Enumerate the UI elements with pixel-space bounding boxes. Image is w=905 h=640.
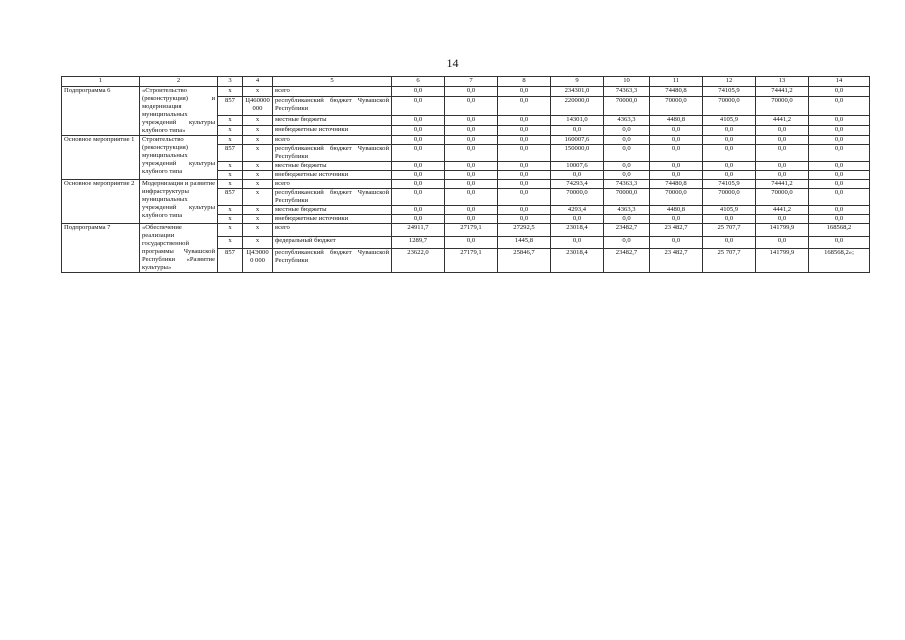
- value-cell: 4441,2: [756, 206, 809, 215]
- value-cell: 150000,0: [551, 145, 604, 162]
- value-cell: 0,0: [445, 145, 498, 162]
- budget-code: Ц460000 000: [243, 97, 273, 116]
- responsible-code: х: [218, 206, 243, 215]
- value-cell: 23018,4: [551, 249, 604, 273]
- value-cell: 0,0: [756, 171, 809, 180]
- value-cell: 14301,0: [551, 115, 604, 125]
- budget-code: х: [243, 87, 273, 97]
- value-cell: 0,0: [703, 236, 756, 249]
- value-cell: 70000,0: [703, 97, 756, 116]
- program-label: Подпрограмма 6: [62, 87, 140, 136]
- value-cell: 70000,0: [551, 189, 604, 206]
- budget-code: х: [243, 136, 273, 145]
- value-cell: 0,0: [445, 180, 498, 189]
- value-cell: 0,0: [445, 87, 498, 97]
- funding-source: местные бюджеты: [273, 162, 392, 171]
- program-description: «Обеспечение реализации государственной программы Чувашской Республики «Развитие культуры»: [140, 224, 218, 273]
- value-cell: 23622,0: [392, 249, 445, 273]
- value-cell: 74480,8: [650, 180, 703, 189]
- value-cell: 1289,7: [392, 236, 445, 249]
- value-cell: 0,0: [809, 162, 870, 171]
- value-cell: 234301,0: [551, 87, 604, 97]
- value-cell: 4293,4: [551, 206, 604, 215]
- value-cell: 168568,2»;: [809, 249, 870, 273]
- funding-source: всего: [273, 87, 392, 97]
- value-cell: 74363,3: [604, 87, 650, 97]
- value-cell: 0,0: [445, 171, 498, 180]
- value-cell: 0,0: [498, 115, 551, 125]
- header-cell: 13: [756, 77, 809, 87]
- value-cell: 0,0: [650, 162, 703, 171]
- value-cell: 0,0: [703, 162, 756, 171]
- table-row: [62, 87, 870, 97]
- funding-source: внебюджетные источники: [273, 215, 392, 224]
- value-cell: 0,0: [756, 162, 809, 171]
- value-cell: 4441,2: [756, 115, 809, 125]
- value-cell: 0,0: [650, 236, 703, 249]
- header-cell: 11: [650, 77, 703, 87]
- value-cell: 0,0: [756, 236, 809, 249]
- value-cell: 23 482,7: [650, 249, 703, 273]
- value-cell: 0,0: [392, 125, 445, 135]
- value-cell: 74480,8: [650, 87, 703, 97]
- value-cell: 0,0: [445, 162, 498, 171]
- value-cell: 0,0: [703, 145, 756, 162]
- value-cell: 0,0: [650, 171, 703, 180]
- value-cell: 0,0: [445, 189, 498, 206]
- header-cell: 4: [243, 77, 273, 87]
- value-cell: 0,0: [809, 125, 870, 135]
- budget-code: х: [243, 180, 273, 189]
- value-cell: 27179,1: [445, 224, 498, 237]
- value-cell: 0,0: [809, 215, 870, 224]
- budget-code: Ц4Э0000 000: [243, 249, 273, 273]
- responsible-code: х: [218, 180, 243, 189]
- responsible-code: х: [218, 125, 243, 135]
- value-cell: 0,0: [809, 206, 870, 215]
- value-cell: 4480,8: [650, 206, 703, 215]
- value-cell: 0,0: [392, 136, 445, 145]
- responsible-code: х: [218, 236, 243, 249]
- value-cell: 0,0: [703, 171, 756, 180]
- value-cell: 0,0: [756, 145, 809, 162]
- value-cell: 0,0: [445, 136, 498, 145]
- value-cell: 0,0: [392, 162, 445, 171]
- responsible-code: х: [218, 115, 243, 125]
- value-cell: 25 707,7: [703, 249, 756, 273]
- value-cell: 4480,8: [650, 115, 703, 125]
- header-cell: 12: [703, 77, 756, 87]
- value-cell: 70000,0: [703, 189, 756, 206]
- program-label: Основное мероприятие 2: [62, 180, 140, 224]
- value-cell: 0,0: [445, 206, 498, 215]
- responsible-code: х: [218, 215, 243, 224]
- header-cell: 5: [273, 77, 392, 87]
- value-cell: 0,0: [498, 206, 551, 215]
- value-cell: 23482,7: [604, 224, 650, 237]
- value-cell: 0,0: [392, 206, 445, 215]
- value-cell: 0,0: [392, 97, 445, 116]
- responsible-code: х: [218, 136, 243, 145]
- value-cell: 0,0: [756, 215, 809, 224]
- value-cell: 0,0: [498, 215, 551, 224]
- funding-source: местные бюджеты: [273, 206, 392, 215]
- value-cell: 74363,3: [604, 180, 650, 189]
- value-cell: 0,0: [650, 125, 703, 135]
- value-cell: 23482,7: [604, 249, 650, 273]
- value-cell: 0,0: [650, 145, 703, 162]
- value-cell: 0,0: [551, 171, 604, 180]
- value-cell: 70000,0: [604, 189, 650, 206]
- value-cell: 0,0: [498, 171, 551, 180]
- funding-source: внебюджетные источники: [273, 125, 392, 135]
- value-cell: 0,0: [809, 180, 870, 189]
- page-number: 14: [446, 56, 459, 70]
- value-cell: 25 707,7: [703, 224, 756, 237]
- value-cell: 23018,4: [551, 224, 604, 237]
- value-cell: 0,0: [809, 87, 870, 97]
- funding-source: всего: [273, 136, 392, 145]
- value-cell: 4105,9: [703, 206, 756, 215]
- program-description: «Строительство (реконструкция) и модернизация муниципальных учреждений культуры клубного типа»: [140, 87, 218, 136]
- program-description: Модернизация и развитие инфраструктуры муниципальных учреждений культуры клубного типа: [140, 180, 218, 224]
- value-cell: 0,0: [809, 97, 870, 116]
- value-cell: 74441,2: [756, 87, 809, 97]
- value-cell: 0,0: [551, 215, 604, 224]
- value-cell: 0,0: [392, 87, 445, 97]
- header-cell: 1: [62, 77, 140, 87]
- value-cell: 0,0: [650, 215, 703, 224]
- value-cell: 74105,9: [703, 87, 756, 97]
- value-cell: 0,0: [604, 162, 650, 171]
- header-cell: 10: [604, 77, 650, 87]
- value-cell: 0,0: [604, 145, 650, 162]
- value-cell: 0,0: [551, 236, 604, 249]
- value-cell: 0,0: [604, 125, 650, 135]
- value-cell: 0,0: [445, 97, 498, 116]
- responsible-code: х: [218, 162, 243, 171]
- header-cell: 14: [809, 77, 870, 87]
- budget-code: х: [243, 115, 273, 125]
- value-cell: 0,0: [445, 125, 498, 135]
- funding-source: республиканский бюджет Чувашской Республики: [273, 189, 392, 206]
- value-cell: 23 482,7: [650, 224, 703, 237]
- value-cell: 0,0: [392, 171, 445, 180]
- value-cell: 0,0: [703, 125, 756, 135]
- value-cell: 27292,5: [498, 224, 551, 237]
- value-cell: 74293,4: [551, 180, 604, 189]
- table-body: [62, 77, 870, 273]
- value-cell: 10007,6: [551, 162, 604, 171]
- value-cell: 0,0: [498, 125, 551, 135]
- value-cell: 0,0: [809, 136, 870, 145]
- budget-code: х: [243, 236, 273, 249]
- value-cell: 70000,0: [604, 97, 650, 116]
- value-cell: 0,0: [498, 87, 551, 97]
- value-cell: 0,0: [809, 236, 870, 249]
- budget-code: х: [243, 224, 273, 237]
- responsible-code: 857: [218, 97, 243, 116]
- value-cell: 4105,9: [703, 115, 756, 125]
- responsible-code: х: [218, 224, 243, 237]
- budget-code: х: [243, 189, 273, 206]
- funding-source: республиканский бюджет Чувашской Республики: [273, 249, 392, 273]
- value-cell: 0,0: [756, 136, 809, 145]
- value-cell: 1445,8: [498, 236, 551, 249]
- budget-code: х: [243, 215, 273, 224]
- value-cell: 0,0: [498, 145, 551, 162]
- table-row: [62, 136, 870, 145]
- value-cell: 70000,0: [756, 189, 809, 206]
- value-cell: 0,0: [604, 136, 650, 145]
- value-cell: 27179,1: [445, 249, 498, 273]
- funding-source: республиканский бюджет Чувашской Республики: [273, 145, 392, 162]
- value-cell: 24911,7: [392, 224, 445, 237]
- value-cell: 70000,0: [650, 97, 703, 116]
- responsible-code: 857: [218, 189, 243, 206]
- value-cell: 141799,9: [756, 249, 809, 273]
- value-cell: 0,0: [604, 171, 650, 180]
- value-cell: 0,0: [604, 215, 650, 224]
- funding-source: всего: [273, 180, 392, 189]
- responsible-code: х: [218, 87, 243, 97]
- budget-code: х: [243, 206, 273, 215]
- value-cell: 0,0: [498, 189, 551, 206]
- budget-code: х: [243, 125, 273, 135]
- header-cell: 3: [218, 77, 243, 87]
- program-label: Основное мероприятие 1: [62, 136, 140, 180]
- responsible-code: х: [218, 171, 243, 180]
- value-cell: 0,0: [756, 125, 809, 135]
- value-cell: 0,0: [392, 215, 445, 224]
- header-row: [62, 77, 870, 87]
- value-cell: 0,0: [445, 236, 498, 249]
- value-cell: 0,0: [551, 125, 604, 135]
- value-cell: 0,0: [445, 115, 498, 125]
- responsible-code: 857: [218, 249, 243, 273]
- value-cell: 74441,2: [756, 180, 809, 189]
- value-cell: 141799,9: [756, 224, 809, 237]
- value-cell: 0,0: [703, 215, 756, 224]
- table-row: [62, 224, 870, 237]
- value-cell: 160007,6: [551, 136, 604, 145]
- funding-source: местные бюджеты: [273, 115, 392, 125]
- header-cell: 7: [445, 77, 498, 87]
- value-cell: 0,0: [498, 97, 551, 116]
- program-description: Строительство (реконструкция) муниципальных учреждений культуры клубного типа: [140, 136, 218, 180]
- value-cell: 0,0: [392, 189, 445, 206]
- value-cell: 0,0: [809, 171, 870, 180]
- value-cell: 0,0: [498, 180, 551, 189]
- funding-source: федеральный бюджет: [273, 236, 392, 249]
- value-cell: 70000,0: [756, 97, 809, 116]
- budget-code: х: [243, 145, 273, 162]
- value-cell: 0,0: [809, 115, 870, 125]
- table-row: [62, 180, 870, 189]
- value-cell: 220000,0: [551, 97, 604, 116]
- responsible-code: 857: [218, 145, 243, 162]
- funding-source: республиканский бюджет Чувашской Республики: [273, 97, 392, 116]
- budget-table: [61, 76, 870, 273]
- budget-code: х: [243, 162, 273, 171]
- value-cell: 0,0: [392, 180, 445, 189]
- header-cell: 2: [140, 77, 218, 87]
- header-cell: 8: [498, 77, 551, 87]
- value-cell: 4363,3: [604, 206, 650, 215]
- value-cell: 0,0: [392, 145, 445, 162]
- value-cell: 70000,0: [650, 189, 703, 206]
- value-cell: 0,0: [498, 136, 551, 145]
- value-cell: 0,0: [650, 136, 703, 145]
- value-cell: 0,0: [604, 236, 650, 249]
- funding-source: внебюджетные источники: [273, 171, 392, 180]
- value-cell: 0,0: [392, 115, 445, 125]
- program-label: Подпрограмма 7: [62, 224, 140, 273]
- value-cell: 0,0: [703, 136, 756, 145]
- budget-code: х: [243, 171, 273, 180]
- value-cell: 0,0: [809, 145, 870, 162]
- header-cell: 9: [551, 77, 604, 87]
- value-cell: 25846,7: [498, 249, 551, 273]
- value-cell: 4363,3: [604, 115, 650, 125]
- value-cell: 0,0: [498, 162, 551, 171]
- value-cell: 0,0: [445, 215, 498, 224]
- value-cell: 0,0: [809, 189, 870, 206]
- value-cell: 168568,2: [809, 224, 870, 237]
- value-cell: 74105,9: [703, 180, 756, 189]
- header-cell: 6: [392, 77, 445, 87]
- funding-source: всего: [273, 224, 392, 237]
